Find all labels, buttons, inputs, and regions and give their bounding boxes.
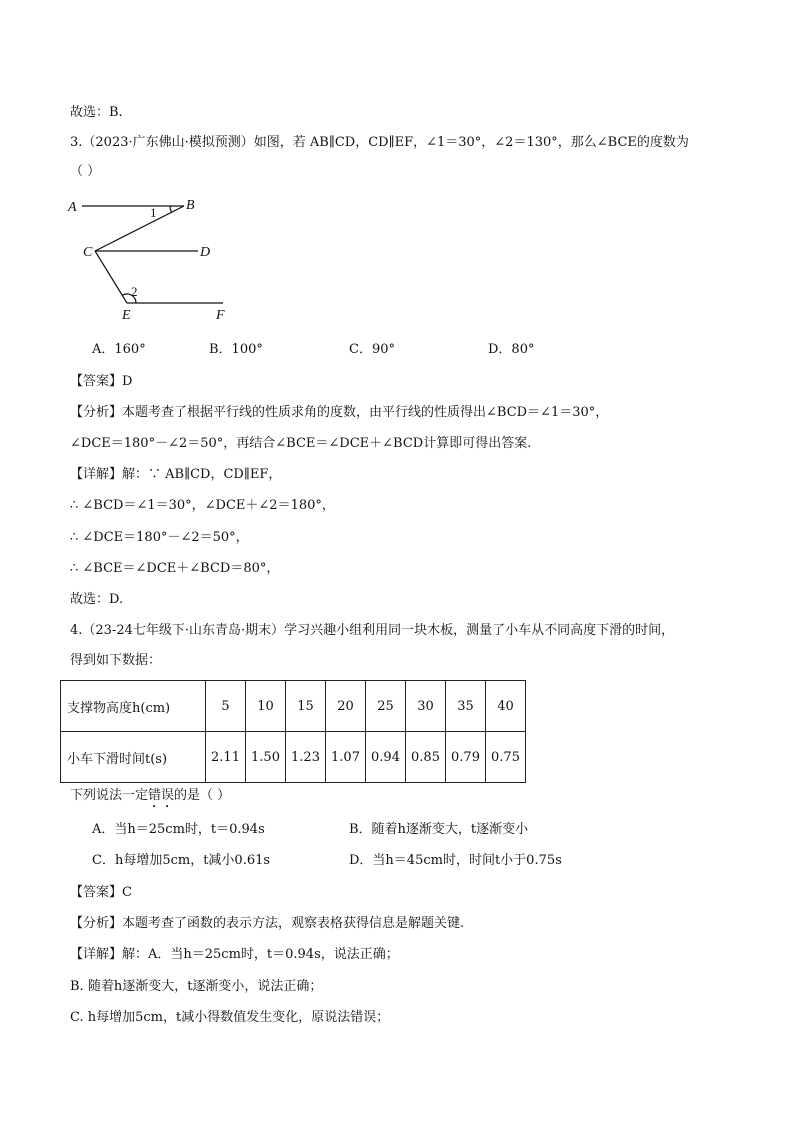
table-cell: 5: [206, 681, 246, 732]
table-cell: 20: [326, 681, 366, 732]
label-d: D: [200, 245, 211, 260]
q3-option-d: D．80°: [488, 342, 535, 357]
q3-option-b: B．100°: [209, 342, 263, 357]
q4-question: [70, 786, 230, 811]
q4-detail-1: 【详解】解：A．当h＝25cm时，t＝0.94s，说法正确；: [70, 947, 399, 962]
q3-figure: [62, 192, 282, 332]
table-cell: 0.94: [366, 732, 406, 783]
table-cell: 0.79: [446, 732, 486, 783]
table-cell: 2.11: [206, 732, 246, 783]
q4-analysis: 【分析】本题考查了函数的表示方法，观察表格获得信息是解题关键.: [70, 916, 465, 931]
q3-analysis-2: ∠DCE＝180°－∠2＝50°，再结合∠BCE＝∠DCE＋∠BCD计算即可得出答案.: [70, 436, 532, 451]
q3-detail-3: ∴ ∠DCE＝180°－∠2＝50°，: [70, 530, 249, 545]
q3-option-c: C．90°: [349, 342, 395, 357]
q4-question-prefix: 下列说法一定: [70, 788, 149, 803]
row-label-time: 小车下滑时间t(s): [61, 732, 206, 783]
label-angle-2: 2: [131, 284, 138, 299]
table-cell: 10: [246, 681, 286, 732]
table-cell: 1.23: [286, 732, 326, 783]
table-row-height: [61, 681, 526, 732]
table-cell: 30: [406, 681, 446, 732]
q3-answer: 【答案】D: [70, 374, 133, 389]
table-cell: 35: [446, 681, 486, 732]
q4-option-a: A．当h＝25cm时，t＝0.94s: [92, 822, 265, 837]
answer-line-prev: 故选：B.: [70, 105, 123, 120]
q4-option-c: C．h每增加5cm，t减小0.61s: [92, 853, 271, 868]
label-a: A: [68, 200, 77, 215]
row-label-height: 支撑物高度h(cm): [61, 681, 206, 732]
line-ce: [95, 251, 127, 303]
label-c: C: [83, 245, 93, 260]
angle-1-arc: [170, 206, 172, 212]
q4-detail-2: B. 随着h逐渐变大，t逐渐变小，说法正确；: [70, 979, 323, 994]
q4-question-suffix: 的是（ ）: [174, 788, 231, 803]
label-f: F: [216, 308, 225, 323]
q4-answer: 【答案】C: [70, 885, 132, 900]
q3-detail-2: ∴ ∠BCD＝∠1＝30°，∠DCE＋∠2＝180°，: [70, 498, 335, 513]
table-cell: 25: [366, 681, 406, 732]
data-table: [60, 680, 526, 783]
table-cell: 1.50: [246, 732, 286, 783]
q4-option-b: B．随着h逐渐变大，t逐渐变小: [349, 822, 529, 837]
q4-question-emphasis: 错误: [148, 788, 175, 803]
q3-analysis-1: 【分析】本题考查了根据平行线的性质求角的度数，由平行线的性质得出∠BCD＝∠1＝30°，: [70, 405, 609, 420]
q3-detail-4: ∴ ∠BCE＝∠DCE＋∠BCD＝80°，: [70, 561, 280, 576]
label-e: E: [122, 308, 131, 323]
q3-conclusion: 故选：D.: [70, 592, 124, 607]
table-cell: 15: [286, 681, 326, 732]
q4-option-d: D．当h＝45cm时，时间t小于0.75s: [349, 853, 562, 868]
label-angle-1: 1: [150, 205, 157, 220]
line-bc: [95, 206, 184, 251]
table-cell: 1.07: [326, 732, 366, 783]
q3-stem-line2: （ ）: [70, 164, 101, 179]
q3-option-a: A．160°: [92, 342, 146, 357]
table-cell: 0.85: [406, 732, 446, 783]
q3-detail-1: 【详解】解：∵ AB∥CD，CD∥EF，: [70, 467, 282, 482]
q3-stem-line1: 3.（2023·广东佛山·模拟预测）如图，若 AB∥CD，CD∥EF，∠1＝30°，∠2＝130°，那么∠BCE的度数为: [70, 135, 689, 150]
q4-stem-line1: 4.（23-24七年级下·山东青岛·期末）学习兴趣小组利用同一块木板，测量了小车从不同高度下滑的时间，: [70, 623, 675, 638]
table-row-time: [61, 732, 526, 783]
table-cell: 40: [486, 681, 526, 732]
q4-detail-3: C. h每增加5cm，t减小得数值发生变化，原说法错误；: [70, 1010, 390, 1025]
q4-stem-line2: 得到如下数据：: [70, 653, 162, 668]
table-cell: 0.75: [486, 732, 526, 783]
label-b: B: [186, 198, 195, 213]
